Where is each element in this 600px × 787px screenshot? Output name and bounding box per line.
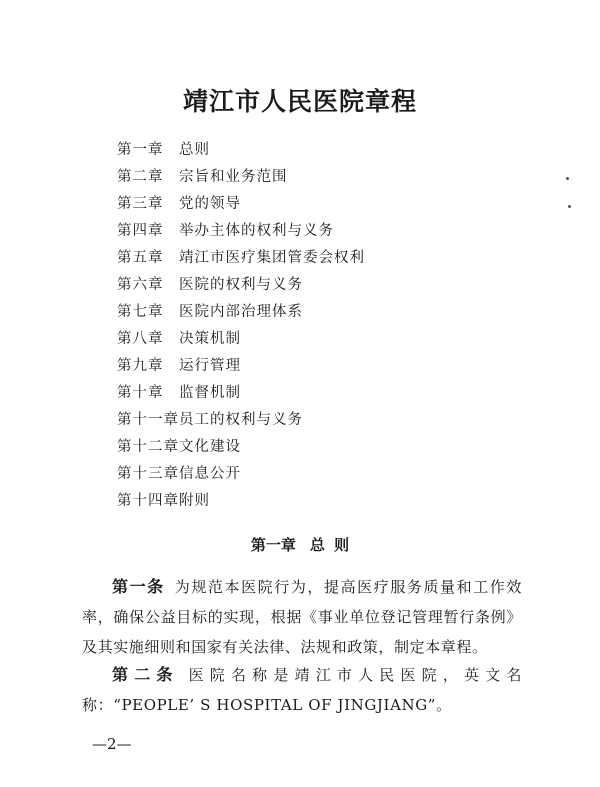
- toc-chapter-number: 第十一章: [117, 412, 179, 428]
- toc-chapter-number: 第十二章: [117, 439, 179, 455]
- toc-chapter-title: 靖江市医疗集团管委会权利: [179, 250, 365, 266]
- article-paragraph: [82, 572, 522, 662]
- toc-chapter-number: 第七章: [117, 304, 164, 320]
- toc-chapter-number: 第十三章: [117, 466, 179, 482]
- article-label: 第一条: [112, 577, 165, 596]
- toc-chapter-title: 医院的权利与义务: [179, 277, 303, 293]
- toc-item: [117, 326, 517, 353]
- toc-item: [117, 461, 517, 488]
- scan-speck: [568, 205, 571, 208]
- toc-item: [117, 218, 517, 245]
- toc-chapter-title: 举办主体的权利与义务: [179, 223, 334, 239]
- article-text: 医院名称是靖江市人民医院，英文名称：“PEOPLE’ S HOSPITAL OF JINGJIANG”。: [82, 666, 522, 714]
- toc-item: [117, 245, 517, 272]
- toc-chapter-title: 监督机制: [179, 385, 241, 401]
- toc-chapter-title: 医院内部治理体系: [179, 304, 303, 320]
- toc-chapter-number: 第四章: [117, 223, 164, 239]
- toc-chapter-title: 宗旨和业务范围: [179, 169, 288, 185]
- document-title: 靖江市人民医院章程: [182, 87, 417, 116]
- toc-chapter-number: 第五章: [117, 250, 164, 266]
- toc-chapter-number: 第九章: [117, 358, 164, 374]
- toc-item: [117, 407, 517, 434]
- toc-chapter-title: 员工的权利与义务: [179, 412, 303, 428]
- chapter-heading: [0, 534, 600, 555]
- toc-chapter-title: 附则: [179, 493, 210, 509]
- table-of-contents: [117, 137, 517, 515]
- toc-item: [117, 380, 517, 407]
- toc-item: [117, 137, 517, 164]
- toc-chapter-number: 第二章: [117, 169, 164, 185]
- toc-item: [117, 488, 517, 515]
- toc-chapter-number: 第三章: [117, 196, 164, 212]
- toc-item: [117, 164, 517, 191]
- article-label: 第二条: [112, 665, 179, 684]
- toc-chapter-number: 第十四章: [117, 493, 179, 509]
- toc-item: [117, 272, 517, 299]
- toc-chapter-number: 第十章: [117, 385, 164, 401]
- toc-chapter-title: 总则: [179, 142, 210, 158]
- scan-speck: [566, 177, 569, 180]
- toc-chapter-title: 信息公开: [179, 466, 241, 482]
- article-paragraph: [82, 660, 522, 720]
- toc-item: [117, 191, 517, 218]
- toc-item: [117, 434, 517, 461]
- toc-chapter-title: 运行管理: [179, 358, 241, 374]
- page-number: —2—: [92, 735, 132, 753]
- toc-chapter-title: 文化建设: [179, 439, 241, 455]
- chapter-heading-title: 总 则: [309, 536, 350, 554]
- toc-chapter-number: 第八章: [117, 331, 164, 347]
- toc-item: [117, 299, 517, 326]
- chapter-heading-number: 第一章: [250, 536, 296, 554]
- toc-chapter-title: 党的领导: [179, 196, 241, 212]
- toc-chapter-title: 决策机制: [179, 331, 241, 347]
- toc-chapter-number: 第一章: [117, 142, 164, 158]
- toc-item: [117, 353, 517, 380]
- article-text: 为规范本医院行为，提高医疗服务质量和工作效率，确保公益目标的实现，根据《事业单位登记管理暂行条例》及其实施细则和国家有关法律、法规和政策，制定本章程。: [82, 578, 522, 656]
- toc-chapter-number: 第六章: [117, 277, 164, 293]
